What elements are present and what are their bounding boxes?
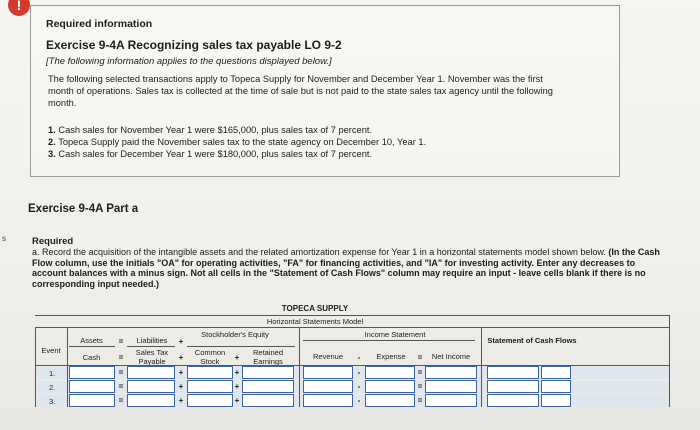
divider [187,346,295,347]
plus-sign: + [234,396,240,405]
minus-sign: - [357,368,361,377]
instructions-plain: a. Record the acquisition of the intangible assets and the related amortization expense for Year 1 in a horizontal statements model shown below. [32,247,606,257]
divider [299,327,300,407]
transaction-list [48,124,568,160]
net-income-input[interactable] [425,366,477,379]
plus-sign: + [234,353,240,362]
transaction-item: 2. Topeca Supply paid the November sales tax to the state agency on December 10, Year 1. [48,137,427,147]
alert-icon: ! [8,0,30,16]
expense-input[interactable] [365,366,415,379]
equals-sign: = [118,382,124,391]
transaction-item: 3. Cash sales for December Year 1 were $180,000, plus sales tax of 7 percent. [48,149,373,159]
instructions-bold: (In the Cash Flow column, use the initials "OA" for operating activities, "FA" for financing activities, and "IA" for investing activity. Enter any decreases to account balances with a minus sign. Not all cells in the "Statement of Cash Flows" column may require an input - leave cells blank if there is no corresponding input needed.) [32,247,660,289]
cash-input[interactable] [69,366,115,379]
cash-input[interactable] [69,394,115,407]
revenue-input[interactable] [303,394,353,407]
divider [35,327,36,407]
problem-paragraph: The following selected transactions apply to Topeca Supply for November and December Year 1. November was the first month of operations. Sales tax is collected at the time of sale but is not paid to the state sales tax agency until the following month. [48,74,553,108]
equals-sign: = [417,382,423,391]
net-income-input[interactable] [425,380,477,393]
retained-earnings-input[interactable] [242,394,294,407]
event-header: Event [41,346,61,355]
divider [35,315,670,316]
applies-note: [The following information applies to the questions displayed below.] [46,56,332,67]
plus-sign: + [178,353,184,362]
cash-flow-amount-input[interactable] [487,366,539,379]
plus-sign: + [234,368,240,377]
revenue-header: Revenue [312,352,344,361]
expense-input[interactable] [365,380,415,393]
cash-input[interactable] [69,380,115,393]
net-income-header: Net Income [431,352,471,361]
required-label: Required [32,236,74,247]
required-information-title: Required information [46,18,153,30]
company-name: TOPECA SUPPLY [281,304,349,313]
equals-sign: = [118,396,124,405]
horizontal-statements-model [35,303,670,405]
minus-sign: - [357,353,361,362]
plus-sign: + [178,337,184,346]
equals-sign: = [118,368,124,377]
retained-earnings-header: Retained Earnings [252,348,284,366]
plus-sign: + [234,382,240,391]
divider [69,346,115,347]
divider [67,327,68,407]
retained-earnings-input[interactable] [242,366,294,379]
plus-sign: + [178,382,184,391]
divider [303,340,475,341]
equals-sign: = [417,353,423,362]
revenue-input[interactable] [303,366,353,379]
model-subtitle: Horizontal Statements Model [266,317,364,326]
income-statement-header: Income Statement [364,330,426,339]
cash-flows-header: Statement of Cash Flows [487,336,577,345]
divider [669,315,670,407]
row-number: 1. [49,369,56,378]
common-stock-input[interactable] [187,366,233,379]
sales-tax-payable-input[interactable] [127,366,175,379]
divider [481,327,482,407]
cash-flow-activity-input[interactable] [541,394,571,407]
sales-tax-payable-input[interactable] [127,394,175,407]
equals-sign: = [417,396,423,405]
minus-sign: - [357,396,361,405]
common-stock-input[interactable] [187,394,233,407]
assets-header: Assets [80,336,103,345]
plus-sign: + [178,368,184,377]
revenue-input[interactable] [303,380,353,393]
cash-flow-amount-input[interactable] [487,380,539,393]
equals-sign: = [118,353,124,362]
net-income-input[interactable] [425,394,477,407]
equals-sign: = [118,337,124,346]
expense-input[interactable] [365,394,415,407]
cash-flow-activity-input[interactable] [541,380,571,393]
sales-tax-payable-header: Sales Tax Payable [135,348,169,366]
cash-flow-amount-input[interactable] [487,394,539,407]
instructions [32,247,672,289]
common-stock-input[interactable] [187,380,233,393]
common-stock-header: Common Stock [194,348,226,366]
side-mark: s [2,234,6,243]
sales-tax-payable-input[interactable] [127,380,175,393]
retained-earnings-input[interactable] [242,380,294,393]
divider [35,327,670,328]
liabilities-header: Liabilities [136,336,168,345]
cash-flow-activity-input[interactable] [541,366,571,379]
expense-header: Expense [376,352,406,361]
row-number: 2. [49,383,56,392]
stockholders-equity-header: Stockholder's Equity [201,330,269,339]
part-title: Exercise 9-4A Part a [28,203,139,215]
plus-sign: + [178,396,184,405]
exercise-title: Exercise 9-4A Recognizing sales tax payable LO 9-2 [46,38,342,52]
transaction-item: 1. Cash sales for November Year 1 were $165,000, plus sales tax of 7 percent. [48,125,373,135]
equals-sign: = [417,368,423,377]
minus-sign: - [357,382,361,391]
divider [127,346,175,347]
row-number: 3. [49,397,56,406]
cash-header: Cash [82,353,101,362]
